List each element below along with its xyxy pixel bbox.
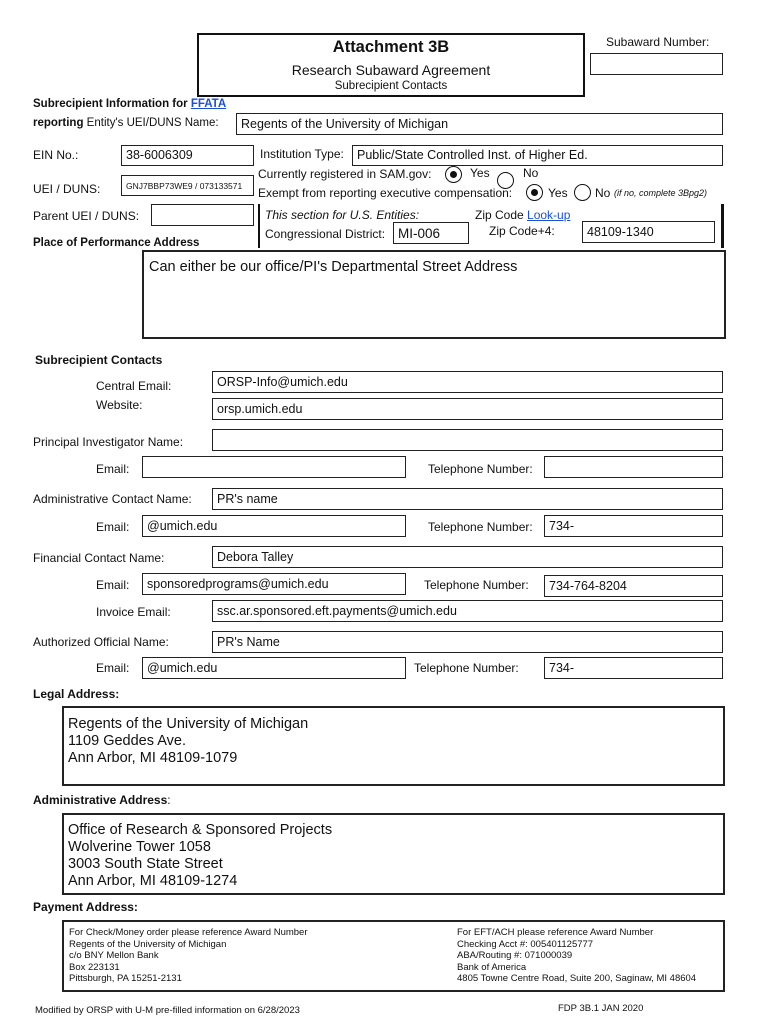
admin-phone-label: Telephone Number: — [428, 520, 533, 534]
authorized-email-label: Email: — [96, 661, 130, 675]
legal-address-label: Legal Address: — [33, 687, 120, 701]
financial-email-label: Email: — [96, 578, 130, 592]
entity-name-label: reporting Entity's UEI/DUNS Name: — [33, 117, 219, 129]
admin-email-label: Email: — [96, 520, 130, 534]
legal-address-line: Regents of the University of Michigan — [68, 716, 309, 732]
pi-email-label: Email: — [96, 462, 130, 476]
authorized-name-label: Authorized Official Name: — [33, 635, 169, 649]
authorized-phone-field[interactable]: 734- — [544, 657, 723, 679]
website-field[interactable]: orsp.umich.edu — [212, 398, 723, 420]
us-entities-heading: This section for U.S. Entities: — [265, 208, 420, 222]
place-of-performance-field[interactable]: Can either be our office/PI's Departmental Street Address — [142, 250, 726, 339]
central-email-label: Central Email: — [96, 379, 172, 393]
invoice-email-label: Invoice Email: — [96, 605, 171, 619]
zip4-field[interactable]: 48109-1340 — [582, 221, 715, 243]
payment-check-line: For Check/Money order please reference Award Number — [69, 927, 308, 938]
subaward-number-label: Subaward Number: — [606, 35, 710, 49]
sam-no-label: No — [523, 166, 539, 180]
payment-check-line: c/o BNY Mellon Bank — [69, 950, 159, 961]
financial-name-field[interactable]: Debora Talley — [212, 546, 723, 568]
financial-email-field[interactable]: sponsoredprograms@umich.edu — [142, 573, 406, 595]
admin-address-field[interactable] — [62, 813, 725, 895]
admin-address-line: Office of Research & Sponsored Projects — [68, 822, 333, 838]
authorized-name-field[interactable]: PR's Name — [212, 631, 723, 653]
congressional-district-field[interactable]: MI-006 — [393, 222, 469, 244]
entity-name-field[interactable]: Regents of the University of Michigan — [236, 113, 723, 135]
authorized-email-field[interactable]: @umich.edu — [142, 657, 406, 679]
payment-check-line: Regents of the University of Michigan — [69, 938, 227, 950]
payment-eft-line: For EFT/ACH please reference Award Number — [457, 927, 654, 938]
section-subtitle: Subrecipient Contacts — [334, 80, 448, 92]
institution-type-field[interactable]: Public/State Controlled Inst. of Higher Ed. — [352, 145, 723, 166]
admin-email-field[interactable]: @umich.edu — [142, 515, 406, 537]
sam-label: Currently registered in SAM.gov: — [258, 167, 432, 181]
payment-address-label: Payment Address: — [33, 900, 138, 914]
header-box — [197, 33, 585, 97]
institution-type-label: Institution Type: — [260, 147, 344, 161]
admin-address-label: Administrative Address: — [33, 793, 171, 807]
exempt-note: (if no, complete 3Bpg2) — [614, 188, 708, 198]
parent-uei-label: Parent UEI / DUNS: — [33, 209, 140, 223]
payment-check-line: Pittsburgh, PA 15251-2131 — [69, 973, 182, 984]
admin-name-label: Administrative Contact Name: — [33, 492, 192, 506]
authorized-phone-label: Telephone Number: — [414, 661, 519, 675]
pi-phone-field[interactable] — [544, 456, 723, 478]
congressional-district-label: Congressional District: — [265, 227, 386, 241]
financial-name-label: Financial Contact Name: — [33, 551, 165, 565]
ffata-label: Subrecipient Information for FFATA — [33, 98, 227, 110]
admin-phone-field[interactable]: 734- — [544, 515, 723, 537]
pi-phone-label: Telephone Number: — [428, 462, 533, 476]
ein-field[interactable]: 38-6006309 — [121, 145, 254, 166]
exempt-no-radio[interactable] — [574, 184, 591, 201]
payment-eft-line: Checking Acct #: 005401125777 — [457, 938, 594, 950]
payment-eft-block — [457, 927, 696, 985]
footer-form-id: FDP 3B.1 JAN 2020 — [558, 1003, 644, 1014]
financial-phone-label: Telephone Number: — [424, 578, 529, 592]
legal-address-line: Ann Arbor, MI 48109-1079 — [68, 750, 238, 766]
pi-email-field[interactable] — [142, 456, 406, 478]
zip-lookup-label: Zip Code Look-up — [475, 208, 571, 222]
sam-yes-radio[interactable] — [445, 166, 462, 183]
admin-address-line: Ann Arbor, MI 48109-1274 — [68, 873, 238, 889]
payment-eft-line: Bank of America — [457, 961, 527, 973]
parent-uei-field[interactable] — [151, 204, 254, 226]
exempt-no-label: No — [595, 186, 611, 200]
legal-address-line: 1109 Geddes Ave. — [68, 733, 186, 749]
exempt-label: Exempt from reporting executive compensation: — [258, 186, 513, 200]
footer-modified-note: Modified by ORSP with U-M pre-filled information on 6/28/2023 — [35, 1005, 300, 1016]
legal-address-field[interactable] — [62, 706, 725, 786]
payment-eft-line: ABA/Routing #: 071000039 — [457, 950, 573, 961]
payment-eft-line: 4805 Towne Centre Road, Suite 200, Saginaw, MI 48604 — [457, 973, 697, 984]
payment-address-field[interactable] — [62, 920, 725, 992]
ein-label: EIN No.: — [33, 148, 79, 162]
website-label: Website: — [96, 398, 143, 412]
invoice-email-field[interactable]: ssc.ar.sponsored.eft.payments@umich.edu — [212, 600, 723, 622]
payment-check-line: Box 223131 — [69, 961, 120, 973]
page-subtitle: Research Subaward Agreement — [291, 62, 491, 78]
sam-yes-label: Yes — [470, 166, 490, 180]
payment-check-block — [69, 927, 308, 985]
ffata-link[interactable]: FFATA — [190, 98, 227, 110]
central-email-field[interactable]: ORSP-Info@umich.edu — [212, 371, 723, 393]
contacts-heading: Subrecipient Contacts — [35, 353, 163, 367]
pi-name-label: Principal Investigator Name: — [33, 435, 184, 449]
zip-lookup-link[interactable]: Look-up — [527, 208, 571, 222]
pi-name-field[interactable] — [212, 429, 723, 451]
place-of-performance-label: Place of Performance Address — [33, 237, 200, 249]
financial-phone-field[interactable]: 734-764-8204 — [544, 575, 723, 597]
admin-name-field[interactable]: PR's name — [212, 488, 723, 510]
admin-address-line: Wolverine Tower 1058 — [68, 839, 211, 855]
exempt-yes-label: Yes — [548, 186, 568, 200]
page-title: Attachment 3B — [332, 38, 450, 56]
exempt-yes-radio[interactable] — [526, 184, 543, 201]
uei-label: UEI / DUNS: — [33, 182, 101, 196]
zip4-label: Zip Code+4: — [489, 224, 555, 238]
admin-address-line: 3003 South State Street — [68, 856, 223, 872]
subaward-number-field[interactable] — [590, 53, 723, 75]
uei-field[interactable]: GNJ7BBP73WE9 / 073133571 — [121, 175, 254, 196]
